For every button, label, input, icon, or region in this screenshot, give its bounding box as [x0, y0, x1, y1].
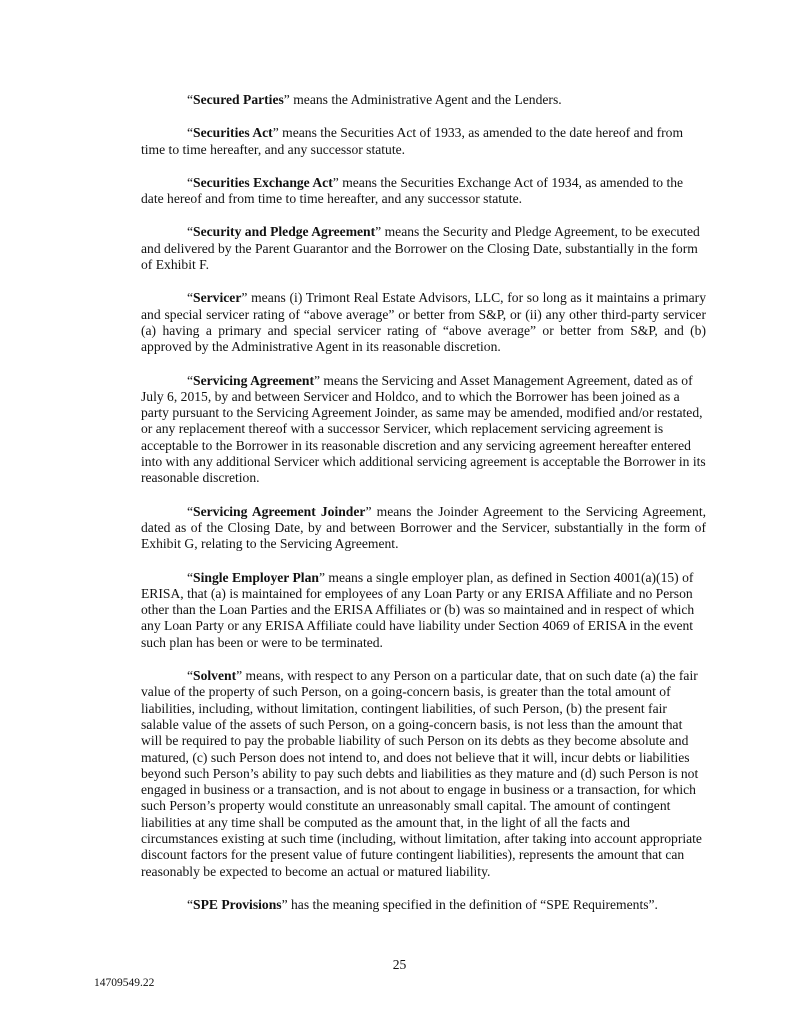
document-id: 14709549.22 [94, 977, 155, 989]
definition-text: means the Securities Exchange Act of 1934, as amended to the date hereof and from time to time hereafter, and any successor statute. [141, 174, 684, 207]
open-quote: “ [187, 174, 194, 190]
close-quote: ” [313, 372, 321, 388]
close-quote: ” [318, 569, 325, 585]
defined-term: Servicing Agreement [193, 372, 314, 388]
defined-term: Securities Act [193, 125, 273, 141]
close-quote: ” [281, 896, 288, 912]
defined-term: SPE Provisions [193, 896, 282, 912]
definition-securities-exchange-act [141, 175, 706, 208]
close-quote: ” [375, 224, 382, 240]
definition-spe-provisions [141, 897, 706, 913]
defined-term: Servicing Agreement Joinder [193, 503, 366, 519]
definition-servicer [141, 290, 706, 355]
definition-text: means the Administrative Agent and the Lenders. [289, 92, 562, 107]
open-quote: “ [187, 224, 194, 240]
open-quote: “ [187, 92, 194, 107]
definition-text: means the Securities Act of 1933, as amended to the date hereof and from time to time hereafter, and any successor statute. [141, 125, 684, 157]
defined-term: Secured Parties [193, 92, 284, 107]
open-quote: “ [187, 125, 194, 141]
defined-term: Solvent [193, 668, 237, 684]
document-body [141, 92, 706, 930]
definition-securities-act [141, 125, 706, 158]
open-quote: “ [187, 503, 194, 519]
definition-text: has the meaning specified in the definition of “SPE Requirements”. [287, 896, 658, 912]
definition-text: means (i) Trimont Real Estate Advisors, LLC, for so long as it maintains a primary and special servicer rating of “above average” or better from S&P, or (ii) any other third-party servicer (a) having a primary and special servicer rating of “above average” or better from S&P, and (b) approved by the Administrative Agent in its reasonable discretion. [141, 290, 706, 355]
definition-single-employer-plan [141, 570, 706, 651]
close-quote: ” [332, 174, 339, 190]
close-quote: ” [272, 125, 279, 141]
page-number: 25 [392, 957, 407, 972]
definition-text: means, with respect to any Person on a particular date, that on such date (a) the fair value of the property of such Person, on a going-concern basis, is greater than the total amount of liabilities, including, without limitation, contingent liabilities, of such Person, (b) the present fair salable value of the assets of such Person, on a going-concern basis, is not less than the amount that will be required to pay the probable liability of such Person on its debts as they become absolute and matured, (c) such Person does not intend to, and does not believe that it will, incur debts or liabilities beyond such Person’s ability to pay such debts and liabilities as they mature and (d) such Person is not engaged in business or a transaction, and is not about to engage in business or a transaction, for which such Person’s property would constitute an unreasonably small capital. The amount of contingent liabilities at any time shall be computed as the amount that, in the light of all the facts and circumstances existing at such time (including, without limitation, after taking into account appropriate discount factors for the present value of future contingent liabilities), represents the amount that can reasonably be expected to become an actual or matured liability. [141, 668, 702, 879]
defined-term: Securities Exchange Act [193, 174, 333, 190]
definition-text: means the Joinder Agreement to the Servicing Agreement, dated as of the Closing Date, by and between Borrower and the Servicer, substantially in the form of Exhibit G, relating to the Servicing Agreement. [141, 503, 706, 552]
definition-text: means the Security and Pledge Agreement, to be executed and delivered by the Parent Guarantor and the Borrower on the Closing Date, substantially in the form of Exhibit F. [141, 224, 700, 273]
definition-servicing-agreement-joinder [141, 504, 706, 553]
definition-text: means the Servicing and Asset Management Agreement, dated as of July 6, 2015, by and between Servicer and Holdco, and to which the Borrower has been joined as a party pursuant to the Servicing Agreement Joinder, as same may be amended, modified and/or restated, or any replacement thereof with a successor Servicer, which replacement servicing agreement is acceptable to the Borrower in its reasonable discretion and any servicing agreement hereafter entered into with any additional Servicer which additional servicing agreement is acceptable the Borrower in its reasonable discretion. [141, 372, 706, 486]
defined-term: Servicer [193, 290, 242, 306]
defined-term: Security and Pledge Agreement [193, 224, 376, 240]
definition-text: means a single employer plan, as defined in Section 4001(a)(15) of ERISA, that (a) is maintained for employees of any Loan Party or any ERISA Affiliate and no Person other than the Loan Parties and the ERISA Affiliates or (b) was so maintained and in respect of which any Loan Party or any ERISA Affiliate could have liability under Section 4069 of ERISA in the event such plan has been or were to be terminated. [141, 569, 695, 650]
close-quote: ” [236, 668, 243, 684]
definition-security-and-pledge-agreement [141, 224, 706, 273]
open-quote: “ [187, 896, 194, 912]
close-quote: ” [241, 290, 248, 306]
close-quote: ” [283, 92, 290, 107]
definition-secured-parties [141, 92, 706, 108]
defined-term: Single Employer Plan [193, 569, 319, 585]
open-quote: “ [187, 569, 194, 585]
open-quote: “ [187, 290, 194, 306]
definition-servicing-agreement [141, 373, 706, 487]
open-quote: “ [187, 668, 194, 684]
open-quote: “ [187, 372, 194, 388]
close-quote: ” [365, 503, 372, 519]
definition-solvent [141, 668, 706, 880]
